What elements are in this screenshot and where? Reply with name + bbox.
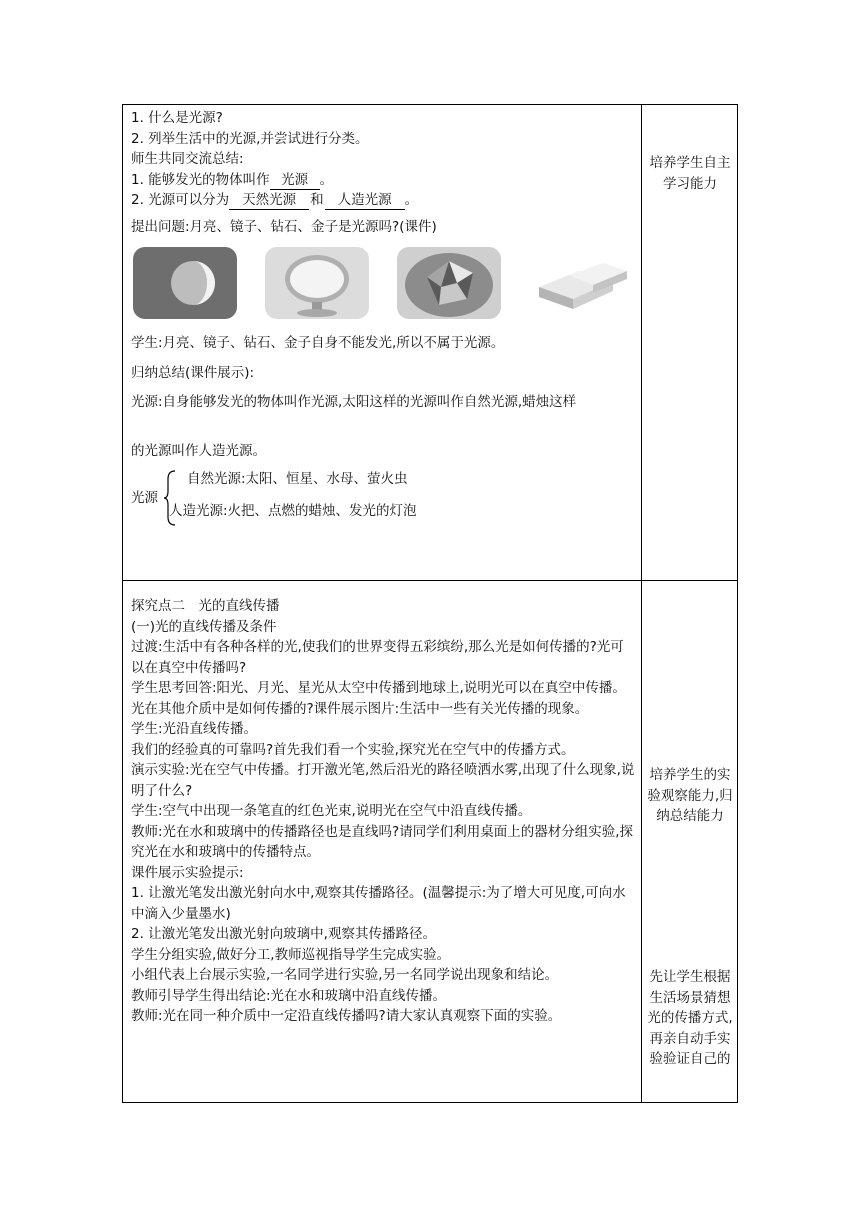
- student-answer: 学生:月亮、镜子、钻石、金子自身不能发光,所以不属于光源。: [131, 335, 505, 351]
- note-self-study: 培养学生自主学习能力: [649, 155, 731, 192]
- summary-line: 的光源叫作人造光源。: [131, 442, 266, 459]
- note-guess-verify: 先让学生根据生活场景猜想光的传播方式,再亲自动手实验验证自己的: [647, 969, 733, 1067]
- summary-line: 光源:自身能够发光的物体叫作光源,太阳这样的光源叫作自然光源,蜡烛这样: [131, 394, 577, 410]
- text-line: 学生:空气中出现一条笔直的红色光束,说明光在空气中沿直线传播。: [131, 803, 532, 819]
- text-line: 2. 让激光笔发出激光射向玻璃中,观察其传播路径。: [131, 926, 436, 942]
- image-row: [133, 247, 636, 319]
- text-line: 小组代表上台展示实验,一名同学进行实验,另一名同学说出现象和结论。: [131, 967, 559, 983]
- diamond-image: [397, 247, 501, 319]
- fill-blank-line-1: [131, 170, 636, 191]
- fill-answer: 人造光源: [325, 192, 405, 210]
- fill-prefix: 2. 光源可以分为: [131, 192, 230, 208]
- text-line: 学生分组实验,做好分工,教师巡视指导学生完成实验。: [131, 946, 451, 963]
- text-line: 光在其他介质中是如何传播的?课件展示图片:生活中一些有关光传播的现象。: [131, 700, 589, 717]
- text-line: 教师:光在水和玻璃中的传播路径也是直线吗?请同学们利用桌面上的器材分组实验,探究光在水和玻璃中的传播特点。: [131, 823, 634, 860]
- fill-mid: 和: [310, 192, 324, 208]
- text-line: 学生:光沿直线传播。: [131, 721, 258, 737]
- brace-item: 人造光源:火把、点燃的蜡烛、发光的灯泡: [169, 503, 417, 519]
- fill-answer: 光源: [270, 172, 320, 190]
- fill-suffix: 。: [404, 192, 419, 208]
- text-line: 课件展示实验提示:: [131, 864, 244, 881]
- section2-content: [131, 596, 636, 1027]
- summary-title: 归纳总结(课件展示):: [131, 364, 255, 381]
- brace-item: 自然光源:太阳、恒星、水母、萤火虫: [187, 471, 408, 487]
- text-line: 教师引导学生得出结论:光在水和玻璃中沿直线传播。: [131, 987, 447, 1004]
- subheading: (一)光的直线传播及条件: [131, 618, 277, 635]
- text-line: 我们的经验真的可靠吗?首先我们看一个实验,探究光在空气中的传播方式。: [131, 741, 575, 758]
- fill-prefix: 1. 能够发光的物体叫作: [131, 171, 270, 188]
- row-divider: [123, 580, 737, 581]
- gold-bar-image: [529, 247, 633, 319]
- section1-content: [131, 108, 636, 527]
- fill-blank-line-2: [131, 190, 636, 211]
- moon-image: [133, 247, 237, 319]
- text-line: 教师:光在同一种介质中一定沿直线传播吗?请大家认真观察下面的实验。: [131, 1008, 562, 1024]
- text-line: 1. 让激光笔发出激光射向水中,观察其传播路径。(温馨提示:为了增大可见度,可向水中滴入少量墨水): [131, 885, 626, 922]
- fill-suffix: 。: [319, 171, 334, 188]
- column-divider: [641, 105, 642, 1102]
- text-line: 过渡:生活中有各种各样的光,使我们的世界变得五彩缤纷,那么光是如何传播的?光可以在真空中传播吗?: [131, 639, 624, 676]
- light-source-classification: [131, 469, 636, 527]
- lesson-table: [122, 104, 738, 1103]
- text-line: 师生共同交流总结:: [131, 151, 244, 167]
- text-line: 演示实验:光在空气中传播。打开激光笔,然后沿光的路径喷洒水雾,出现了什么现象,说明了什么?: [131, 762, 635, 799]
- question-line: 提出问题:月亮、镜子、钻石、金子是光源吗?(课件): [131, 218, 437, 235]
- text-line: 学生思考回答:阳光、月光、星光从太空中传播到地球上,说明光可以在真空中传播。: [131, 680, 626, 696]
- fill-answer: 天然光源: [229, 192, 309, 210]
- brace-label: 光源: [131, 490, 158, 506]
- text-line: 2. 列举生活中的光源,并尝试进行分类。: [131, 130, 369, 147]
- mirror-image: [265, 247, 369, 319]
- text-line: 1. 什么是光源?: [131, 110, 223, 126]
- note-observation: 培养学生的实验观察能力,归纳总结能力: [647, 767, 733, 824]
- section-heading: 探究点二 光的直线传播: [131, 598, 280, 614]
